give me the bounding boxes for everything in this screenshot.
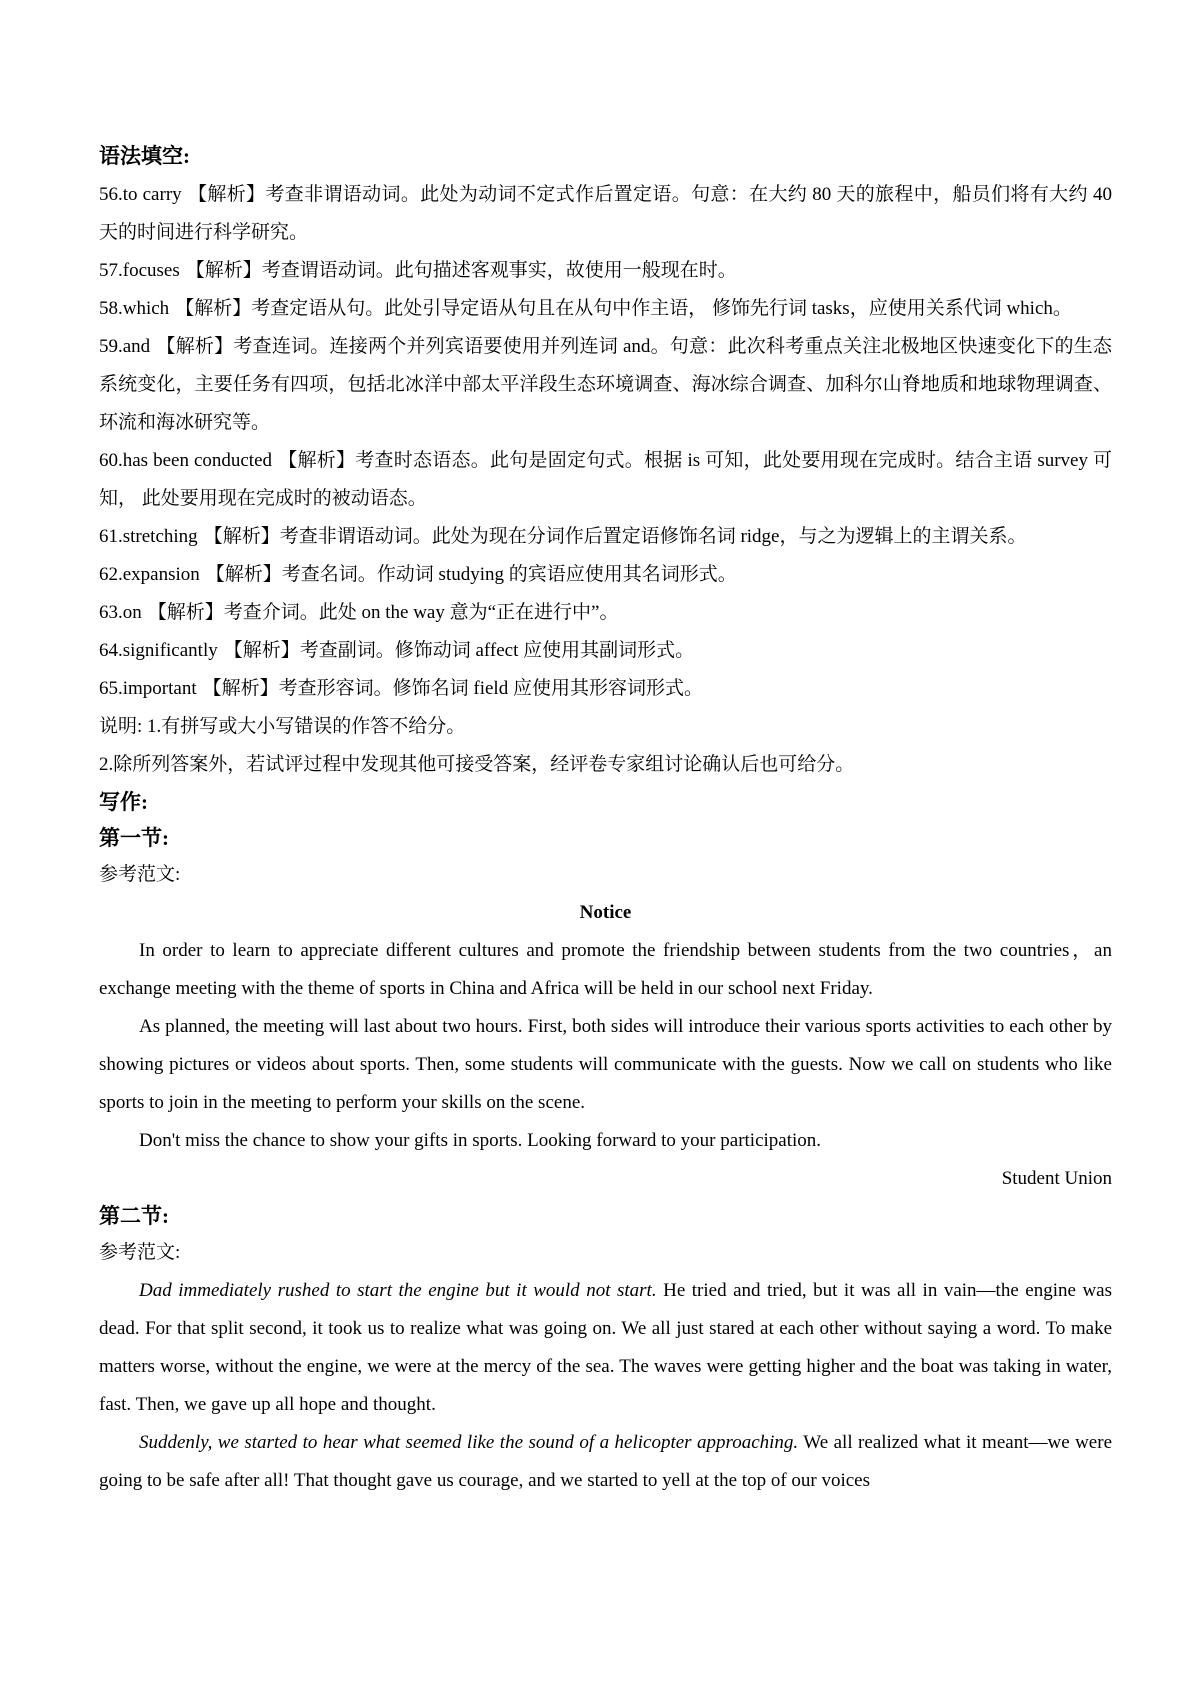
answer-word: 60.has been conducted <box>99 450 273 471</box>
notice-paragraph: Don't miss the chance to show your gifts in sports. Looking forward to your participation. <box>139 1130 822 1151</box>
answer-explanation: 【解析】考查定语从句。此处引导定语从句且在从句中作主语， 修饰先行词 tasks，应使用关系代词 which。 <box>175 298 1072 319</box>
answer-item <box>99 632 1112 670</box>
answer-word: 58.which <box>99 298 170 319</box>
answer-item <box>99 670 1112 708</box>
answer-item <box>99 594 1112 632</box>
answer-word: 63.on <box>99 602 142 623</box>
section-2-heading: 第二节: <box>99 1204 169 1228</box>
answer-item <box>99 556 1112 594</box>
grading-note-1: 说明: 1.有拼写或大小写错误的作答不给分。 <box>99 716 466 737</box>
answer-item <box>99 442 1112 518</box>
grading-note-2: 2.除所列答案外，若试评过程中发现其他可接受答案，经评卷专家组讨论确认后也可给分。 <box>99 754 855 775</box>
story-lead-sentence: Dad immediately rushed to start the engine but it would not start. <box>139 1280 657 1301</box>
story-paragraph <box>99 1272 1112 1424</box>
story-continuation: We all realized what it meant—we were going to be safe after all! That thought gave us courage, and we started to yell at the top of our voices <box>99 1432 1113 1491</box>
answer-explanation: 【解析】考查时态语态。此句是固定句式。根据 is 可知，此处要用现在完成时。结合主语 survey 可知， 此处要用现在完成时的被动语态。 <box>99 450 1112 509</box>
notice-paragraph: As planned, the meeting will last about two hours. First, both sides will introduce their various sports activities to each other by showing pictures or videos about sports. Then, some students will communicate with the guests. Now we call on students who like sports to join in the meeting to perform your skills on the scene. <box>99 1016 1112 1113</box>
section-1-heading: 第一节: <box>99 826 169 850</box>
answer-item <box>99 252 1112 290</box>
answer-word: 57.focuses <box>99 260 180 281</box>
answer-explanation: 【解析】考查连词。连接两个并列宾语要使用并列连词 and。句意：此次科考重点关注北极地区快速变化下的生态系统变化，主要任务有四项，包括北冰洋中部太平洋段生态环境调查、海冰综合调查、加科尔山脊地质和地球物理调查、环流和海冰研究等。 <box>99 336 1112 433</box>
writing-heading: 写作: <box>99 790 148 814</box>
answer-item <box>99 518 1112 556</box>
answer-word: 56.to carry <box>99 184 182 205</box>
notice-paragraph: In order to learn to appreciate different cultures and promote the friendship between students from the two countries，an exchange meeting with the theme of sports in China and Africa will be held in our school next Friday. <box>99 940 1112 999</box>
notice-signature: Student Union <box>1001 1168 1112 1189</box>
answer-word: 65.important <box>99 678 197 699</box>
answer-item <box>99 176 1112 252</box>
notice-title: Notice <box>579 902 632 923</box>
section-1-sample-label: 参考范文: <box>99 864 181 885</box>
answer-explanation: 【解析】考查副词。修饰动词 affect 应使用其副词形式。 <box>223 640 695 661</box>
section-2-sample-label: 参考范文: <box>99 1242 181 1263</box>
answer-word: 62.expansion <box>99 564 200 585</box>
answer-word: 64.significantly <box>99 640 218 661</box>
answer-item <box>99 328 1112 442</box>
answer-explanation: 【解析】考查介词。此处 on the way 意为“正在进行中”。 <box>147 602 619 623</box>
answer-explanation: 【解析】考查非谓语动词。此处为现在分词作后置定语修饰名词 ridge，与之为逻辑上的主谓关系。 <box>203 526 1027 547</box>
answer-word: 61.stretching <box>99 526 198 547</box>
story-lead-sentence: Suddenly, we started to hear what seemed like the sound of a helicopter approaching. <box>139 1432 799 1453</box>
answer-explanation: 【解析】考查形容词。修饰名词 field 应使用其形容词形式。 <box>202 678 703 699</box>
answer-explanation: 【解析】考查非谓语动词。此处为动词不定式作后置定语。句意：在大约 80 天的旅程中，船员们将有大约 40 天的时间进行科学研究。 <box>99 184 1112 243</box>
story-paragraph <box>99 1424 1112 1500</box>
grammar-heading: 语法填空: <box>99 144 190 168</box>
answer-word: 59.and <box>99 336 151 357</box>
answer-explanation: 【解析】考查名词。作动词 studying 的宾语应使用其名词形式。 <box>205 564 737 585</box>
story-continuation: He tried and tried, but it was all in vain—the engine was dead. For that split second, it took us to realize what was going on. We all just stared at each other without saying a word. To make matters worse, without the engine, we were at the mercy of the sea. The waves were getting higher and the boat was taking in water, fast. Then, we gave up all hope and thought. <box>99 1280 1112 1415</box>
grammar-answer-list <box>99 176 1112 708</box>
answer-explanation: 【解析】考查谓语动词。此句描述客观事实，故使用一般现在时。 <box>185 260 737 281</box>
answer-item <box>99 290 1112 328</box>
